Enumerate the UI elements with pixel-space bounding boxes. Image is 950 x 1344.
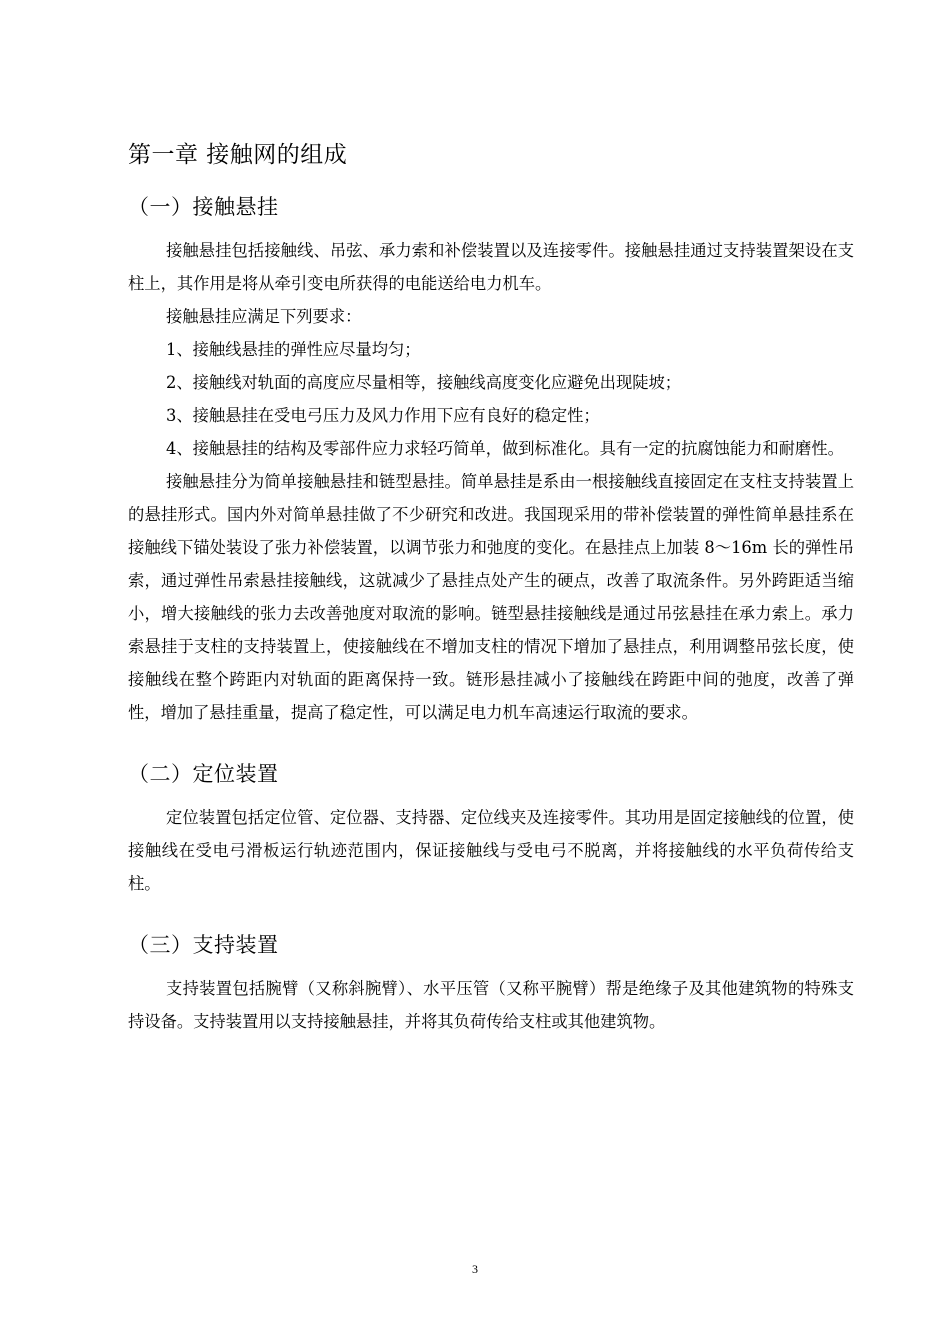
section-title: （三）支持装置 [128,933,279,957]
section-spacer [128,729,854,757]
list-item: 3、接触悬挂在受电弓压力及风力作用下应有良好的稳定性； [166,406,600,425]
list-item: 2、接触线对轨面的高度应尽量相等，接触线高度变化应避免出现陡坡； [166,373,682,392]
paragraph: 支持装置包括腕臂（又称斜腕臂）、水平压管（又称平腕臂）帮是绝缘子及其他建筑物的特殊支持设备。支持装置用以支持接触悬挂，并将其负荷传给支柱或其他建筑物。 [128,979,854,1031]
page-number: 3 [472,1262,478,1276]
paragraph: 接触悬挂应满足下列要求： [166,307,362,326]
paragraph: 接触悬挂包括接触线、吊弦、承力索和补偿装置以及连接零件。接触悬挂通过支持装置架设在支柱上，其作用是将从牵引变电所获得的电能送给电力机车。 [128,241,854,293]
list-item: 1、接触线悬挂的弹性应尽量均匀； [166,340,421,359]
paragraph: 定位装置包括定位管、定位器、支持器、定位线夹及连接零件。其功用是固定接触线的位置，使接触线在受电弓滑板运行轨迹范围内，保证接触线与受电弓不脱离，并将接触线的水平负荷传给支柱。 [128,808,854,893]
section-contact-suspension [128,190,854,729]
paragraph: 接触悬挂分为简单接触悬挂和链型悬挂。简单悬挂是系由一根接触线直接固定在支柱支持装置上的悬挂形式。国内外对简单悬挂做了不少研究和改进。我国现采用的带补偿装置的弹性简单悬挂系在接触线下锚处装设了张力补偿装置，以调节张力和弛度的变化。在悬挂点上加装 8～16m 长的弹性吊索，通过弹性吊索悬挂接触线，这就减少了悬挂点处产生的硬点，改善了取流条件。另外跨距适当缩小，增大接触线的张力去改善弛度对取流的影响。链型悬挂接触线是通过吊弦悬挂在承力索上。承力索悬挂于支柱的支持装置上，使接触线在不增加支柱的情况下增加了悬挂点，利用调整吊弦长度，使接触线在整个跨距内对轨面的距离保持一致。链形悬挂减小了接触线在跨距中间的弛度，改善了弹性，增加了悬挂重量，提高了稳定性，可以满足电力机车高速运行取流的要求。 [128,472,854,722]
section-spacer [128,900,854,928]
list-item: 4、接触悬挂的结构及零部件应力求轻巧简单，做到标准化。具有一定的抗腐蚀能力和耐磨性。 [166,439,844,458]
page-content [128,138,854,1038]
section-positioning-device [128,757,854,900]
section-support-device [128,928,854,1038]
section-title: （一）接触悬挂 [128,195,279,219]
chapter-title: 第一章 接触网的组成 [128,142,348,168]
section-title: （二）定位装置 [128,762,279,786]
